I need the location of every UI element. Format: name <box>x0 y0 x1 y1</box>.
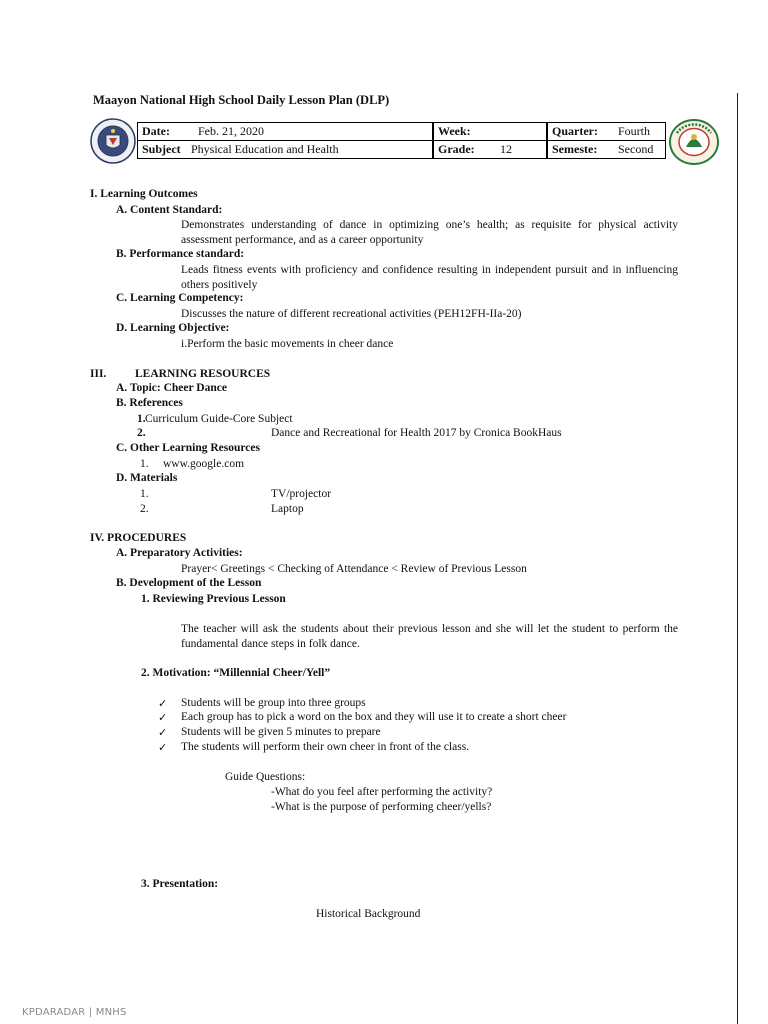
bullet-item: Students will be group into three groups <box>181 697 366 709</box>
performance-standard-text: Leads fitness events with proficiency and confidence resulting in independent pursuit and in influencing others positively <box>181 264 678 291</box>
document-title: Maayon National High School Daily Lesson Plan (DLP) <box>93 93 390 107</box>
other-resources-label: C. Other Learning Resources <box>116 442 260 454</box>
other-resource-1-text: www.google.com <box>163 458 245 470</box>
reference-2-text: Dance and Recreational for Health 2017 by Cronica BookHaus <box>271 427 562 439</box>
school-logo <box>669 119 719 165</box>
content-standard-text: Demonstrates understanding of dance in optimizing one’s health; as requisite for physical activity assessment performance, and as a career opportunity <box>181 219 678 246</box>
reference-1-text: Curriculum Guide-Core Subject <box>145 413 293 425</box>
reference-2-number: 2. <box>137 427 146 439</box>
grade-label: Grade: <box>438 142 475 156</box>
guide-questions-label: Guide Questions: <box>225 771 306 783</box>
guide-question-1: -What do you feel after performing the activity? <box>271 786 493 798</box>
subject-cell <box>138 141 434 159</box>
learning-objective-text: i.Perform the basic movements in cheer dance <box>181 338 394 350</box>
material-1-text: TV/projector <box>271 488 332 500</box>
other-resource-1-number: 1. <box>140 458 149 470</box>
subject-label: Subject <box>142 142 181 156</box>
check-icon: ✓ <box>158 727 168 739</box>
check-icon: ✓ <box>158 712 168 724</box>
material-1-number: 1. <box>140 488 149 500</box>
date-value: Feb. 21, 2020 <box>198 124 264 138</box>
guide-question-2: -What is the purpose of performing cheer/yells? <box>271 801 492 813</box>
development-label: B. Development of the Lesson <box>116 577 262 589</box>
materials-label: D. Materials <box>116 472 178 484</box>
check-icon: ✓ <box>158 698 168 710</box>
preparatory-activities-text: Prayer< Greetings < Checking of Attendance < Review of Previous Lesson <box>181 563 527 575</box>
content-standard-label: A. Content Standard: <box>116 204 223 216</box>
check-icon: ✓ <box>158 742 168 754</box>
presentation-text: Historical Background <box>316 908 421 920</box>
section-resources-number: III. <box>90 368 107 380</box>
semester-label: Semeste: <box>552 142 598 156</box>
page-footer: KPDARADAR | MNHS <box>22 1007 127 1018</box>
references-label: B. References <box>116 397 183 409</box>
learning-objective-label: D. Learning Objective: <box>116 322 230 334</box>
reviewing-previous-lesson-label: 1. Reviewing Previous Lesson <box>141 593 286 605</box>
week-cell <box>433 123 547 141</box>
preparatory-activities-label: A. Preparatory Activities: <box>116 547 243 559</box>
reference-1-number: 1. <box>137 413 146 425</box>
quarter-value: Fourth <box>618 124 651 138</box>
right-margin-line <box>737 93 738 1024</box>
performance-standard-label: B. Performance standard: <box>116 248 245 260</box>
section-procedures-heading: IV. PROCEDURES <box>90 532 187 544</box>
material-2-number: 2. <box>140 503 149 515</box>
lesson-header-table <box>137 122 666 159</box>
bullet-item: The students will perform their own cheer in front of the class. <box>181 741 470 753</box>
subject-value: Physical Education and Health <box>191 142 339 156</box>
date-cell <box>138 123 434 141</box>
quarter-cell <box>547 123 666 141</box>
motivation-label: 2. Motivation: “Millennial Cheer/Yell” <box>141 667 331 679</box>
deped-seal-logo <box>90 118 136 164</box>
week-label: Week: <box>438 124 471 138</box>
topic-label: A. Topic: Cheer Dance <box>116 382 227 394</box>
learning-competency-label: C. Learning Competency: <box>116 292 244 304</box>
section-learning-outcomes-heading: I. Learning Outcomes <box>90 188 198 200</box>
section-resources-heading: LEARNING RESOURCES <box>135 368 271 380</box>
quarter-label: Quarter: <box>552 124 598 138</box>
presentation-label: 3. Presentation: <box>141 878 219 890</box>
learning-competency-text: Discusses the nature of different recreational activities (PEH12FH-IIa-20) <box>181 308 522 320</box>
semester-value: Second <box>618 142 654 156</box>
bullet-item: Each group has to pick a word on the box and they will use it to create a short cheer <box>181 711 567 723</box>
material-2-text: Laptop <box>271 503 304 515</box>
grade-value: 12 <box>500 142 512 156</box>
semester-cell <box>547 141 666 159</box>
bullet-item: Students will be given 5 minutes to prepare <box>181 726 381 738</box>
reviewing-previous-lesson-text: The teacher will ask the students about their previous lesson and she will let the student to perform the fundamental dance steps in folk dance. <box>181 623 678 650</box>
date-label: Date: <box>142 124 170 138</box>
grade-cell <box>433 141 547 159</box>
